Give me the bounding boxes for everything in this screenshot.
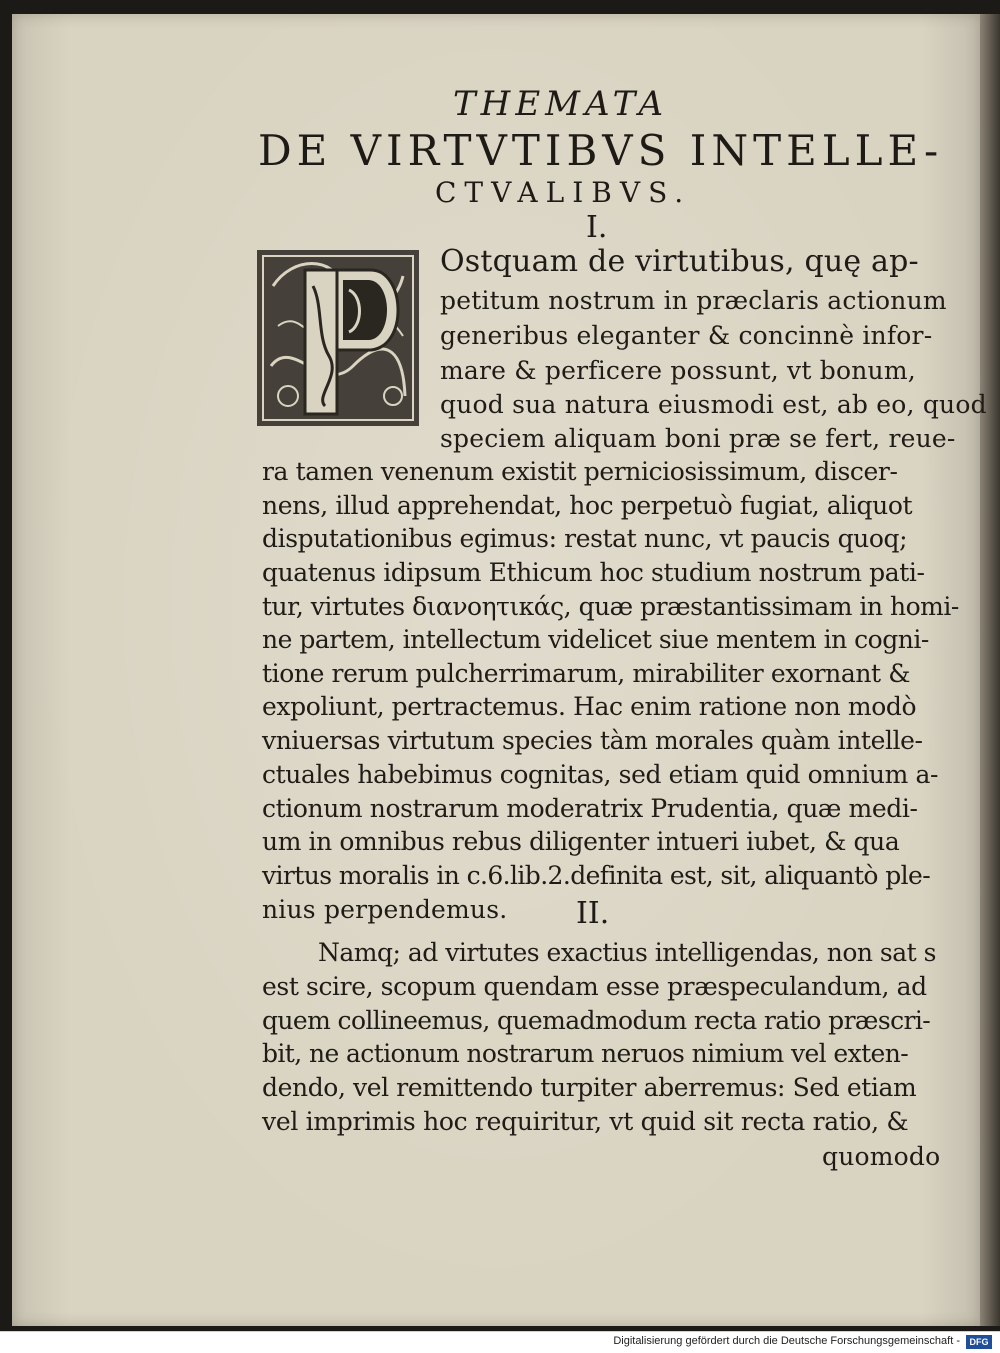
text-line: Ostquam de virtutibus, quę ap- bbox=[440, 244, 919, 279]
text-line: ra tamen venenum existit perniciosissimum, discer- bbox=[262, 457, 898, 486]
section-numeral-1: I. bbox=[586, 210, 608, 245]
text-line: vel imprimis hoc requiritur, vt quid sit recta ratio, & bbox=[262, 1107, 909, 1136]
title-line-2: DE VIRTVTIBVS INTELLE- bbox=[258, 126, 944, 175]
text-line: um in omnibus rebus diligenter intueri iubet, & qua bbox=[262, 827, 900, 856]
text-line: quem collineemus, quemadmodum recta ratio præscri- bbox=[262, 1006, 931, 1035]
funding-credit: Digitalisierung gefördert durch die Deutsche Forschungsgemeinschaft - bbox=[613, 1335, 960, 1347]
text-line: dendo, vel remittendo turpiter aberremus: Sed etiam bbox=[262, 1073, 917, 1102]
text-line: tione rerum pulcherrimarum, mirabiliter exornant & bbox=[262, 659, 911, 688]
footer-bar bbox=[0, 1331, 1000, 1353]
text-line: ne partem, intellectum videlicet siue mentem in cogni- bbox=[262, 625, 929, 654]
text-line: ctuales habebimus cognitas, sed etiam quid omnium a- bbox=[262, 760, 939, 789]
text-line: petitum nostrum in præclaris actionum bbox=[440, 286, 947, 315]
title-line-1: THEMATA bbox=[453, 84, 669, 124]
dropcap-letter: P bbox=[253, 246, 254, 247]
text-line: quod sua natura eiusmodi est, ab eo, quod bbox=[440, 390, 987, 419]
text-line: ctionum nostrarum moderatrix Prudentia, quæ medi- bbox=[262, 794, 918, 823]
title-line-3: CTVALIBVS. bbox=[435, 176, 692, 209]
section-numeral-2: II. bbox=[576, 896, 610, 931]
dfg-logo: DFG bbox=[966, 1335, 992, 1349]
text-line: Namq; ad virtutes exactius intelligendas, non sat s bbox=[318, 938, 936, 967]
text-line: mare & perficere possunt, vt bonum, bbox=[440, 356, 916, 385]
text-line: est scire, scopum quendam esse præspeculandum, ad bbox=[262, 972, 927, 1001]
book-edge bbox=[980, 14, 1000, 1326]
text-line: disputationibus egimus: restat nunc, vt paucis quoq; bbox=[262, 524, 908, 553]
text-line: virtus moralis in c.6.lib.2.definita est, sit, aliquantò ple- bbox=[262, 861, 931, 890]
text-line: generibus eleganter & concinnè infor- bbox=[440, 321, 933, 350]
text-line: quatenus idipsum Ethicum hoc studium nostrum pati- bbox=[262, 558, 925, 587]
catchword: quomodo bbox=[822, 1142, 941, 1171]
text-line: nius perpendemus. bbox=[262, 895, 508, 924]
text-line: vniuersas virtutum species tàm morales quàm intelle- bbox=[262, 726, 923, 755]
text-line: bit, ne actionum nostrarum neruos nimium vel exten- bbox=[262, 1039, 909, 1068]
ornamental-initial-p-icon bbox=[253, 246, 423, 430]
text-line: expoliunt, pertractemus. Hac enim ratione non modò bbox=[262, 692, 917, 721]
text-line: nens, illud apprehendat, hoc perpetuò fugiat, aliquot bbox=[262, 491, 913, 520]
text-line: tur, virtutes διανοητικάς, quæ præstantissimam in homi- bbox=[262, 592, 959, 621]
text-line: speciem aliquam boni præ se fert, reue- bbox=[440, 424, 956, 453]
